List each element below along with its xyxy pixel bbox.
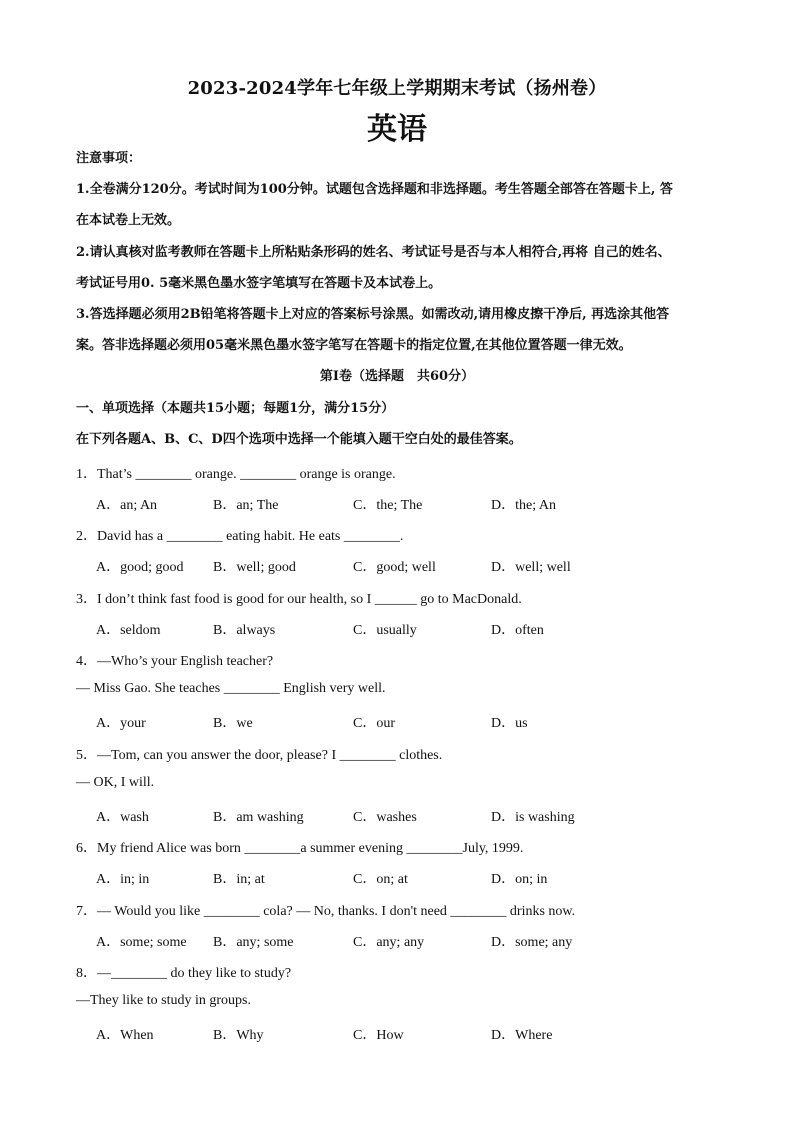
q1-option-c: C．the; The xyxy=(353,498,423,513)
q5-option-d: D．is washing xyxy=(491,810,575,825)
q8-option-c: C．How xyxy=(353,1028,404,1043)
q6-option-d: D．on; in xyxy=(491,872,548,887)
note-3-line-1: 3.答选择题必须用2B铅笔将答题卡上对应的答案标号涂黑。如需改动,请用橡皮擦干净后, 再选涂其他答 xyxy=(76,307,670,322)
q5-option-a: A．wash xyxy=(96,810,149,825)
q1-option-d: D．the; An xyxy=(491,498,556,513)
note-1-line-1: 1.全卷满分120分。考试时间为100分钟。试题包含选择题和非选择题。考生答题全部答在答题卡上, 答 xyxy=(76,182,673,197)
note-3-line-2: 案。答非选择题必须用05毫米黑色墨水签字笔写在答题卡的指定位置,在其他位置答题一律无效。 xyxy=(76,338,632,353)
notes-heading: 注意事项： xyxy=(76,151,142,166)
q6-option-b: B．in; at xyxy=(213,872,265,887)
q4-option-d: D．us xyxy=(491,716,528,731)
question-4-reply: — Miss Gao. She teaches ________ English very well. xyxy=(76,681,386,696)
q4-option-b: B．we xyxy=(213,716,253,731)
q8-option-a: A．When xyxy=(96,1028,154,1043)
q1-option-b: B．an; The xyxy=(213,498,279,513)
q6-option-a: A．in; in xyxy=(96,872,150,887)
exam-title: 2023-2024学年七年级上学期期末考试（扬州卷） xyxy=(187,78,607,99)
q4-option-c: C．our xyxy=(353,716,395,731)
q2-option-c: C．good; well xyxy=(353,560,436,575)
question-6: 6．My friend Alice was born ________a summer evening ________July, 1999. xyxy=(76,841,524,856)
q8-option-b: B．Why xyxy=(213,1028,264,1043)
q2-option-b: B．well; good xyxy=(213,560,296,575)
question-3: 3．I don’t think fast food is good for our health, so I ______ go to MacDonald. xyxy=(76,592,522,607)
question-5-reply: — OK, I will. xyxy=(76,775,155,790)
q6-option-c: C．on; at xyxy=(353,872,408,887)
note-2-line-1: 2.请认真核对监考教师在答题卡上所粘贴条形码的姓名、考试证号是否与本人相符合,再将 自己的姓名、 xyxy=(76,245,671,260)
q3-option-a: A．seldom xyxy=(96,623,161,638)
question-2: 2．David has a ________ eating habit. He eats ________. xyxy=(76,529,404,544)
q2-option-d: D．well; well xyxy=(491,560,571,575)
q7-option-d: D．some; any xyxy=(491,935,573,950)
question-7: 7．— Would you like ________ cola? — No, thanks. I don't need ________ drinks now. xyxy=(76,904,576,919)
q3-option-d: D．often xyxy=(491,623,544,638)
question-4: 4．—Who’s your English teacher? xyxy=(76,654,274,669)
section-instruction: 在下列各题A、B、C、D四个选项中选择一个能填入题干空白处的最佳答案。 xyxy=(76,432,522,447)
question-8-reply: —They like to study in groups. xyxy=(76,993,251,1008)
part-heading: 第I卷（选择题 共60分） xyxy=(319,369,475,384)
q3-option-c: C．usually xyxy=(353,623,417,638)
q8-option-d: D．Where xyxy=(491,1028,553,1043)
note-2-line-2: 考试证号用0. 5毫米黑色墨水签字笔填写在答题卡及本试卷上。 xyxy=(76,276,442,291)
question-5: 5．—Tom, can you answer the door, please? I ________ clothes. xyxy=(76,748,443,763)
q4-option-a: A．your xyxy=(96,716,146,731)
q2-option-a: A．good; good xyxy=(96,560,184,575)
q7-option-c: C．any; any xyxy=(353,935,425,950)
q5-option-c: C．washes xyxy=(353,810,417,825)
question-8: 8．—________ do they like to study? xyxy=(76,966,292,981)
section-title: 一、单项选择（本题共15小题；每题1分，满分15分） xyxy=(76,401,395,416)
q3-option-b: B．always xyxy=(213,623,276,638)
q7-option-b: B．any; some xyxy=(213,935,294,950)
note-1-line-2: 在本试卷上无效。 xyxy=(76,213,181,228)
q5-option-b: B．am washing xyxy=(213,810,304,825)
subject-title: 英语 xyxy=(367,112,427,147)
q7-option-a: A．some; some xyxy=(96,935,187,950)
question-1: 1．That’s ________ orange. ________ orange is orange. xyxy=(76,467,396,482)
q1-option-a: A．an; An xyxy=(96,498,158,513)
